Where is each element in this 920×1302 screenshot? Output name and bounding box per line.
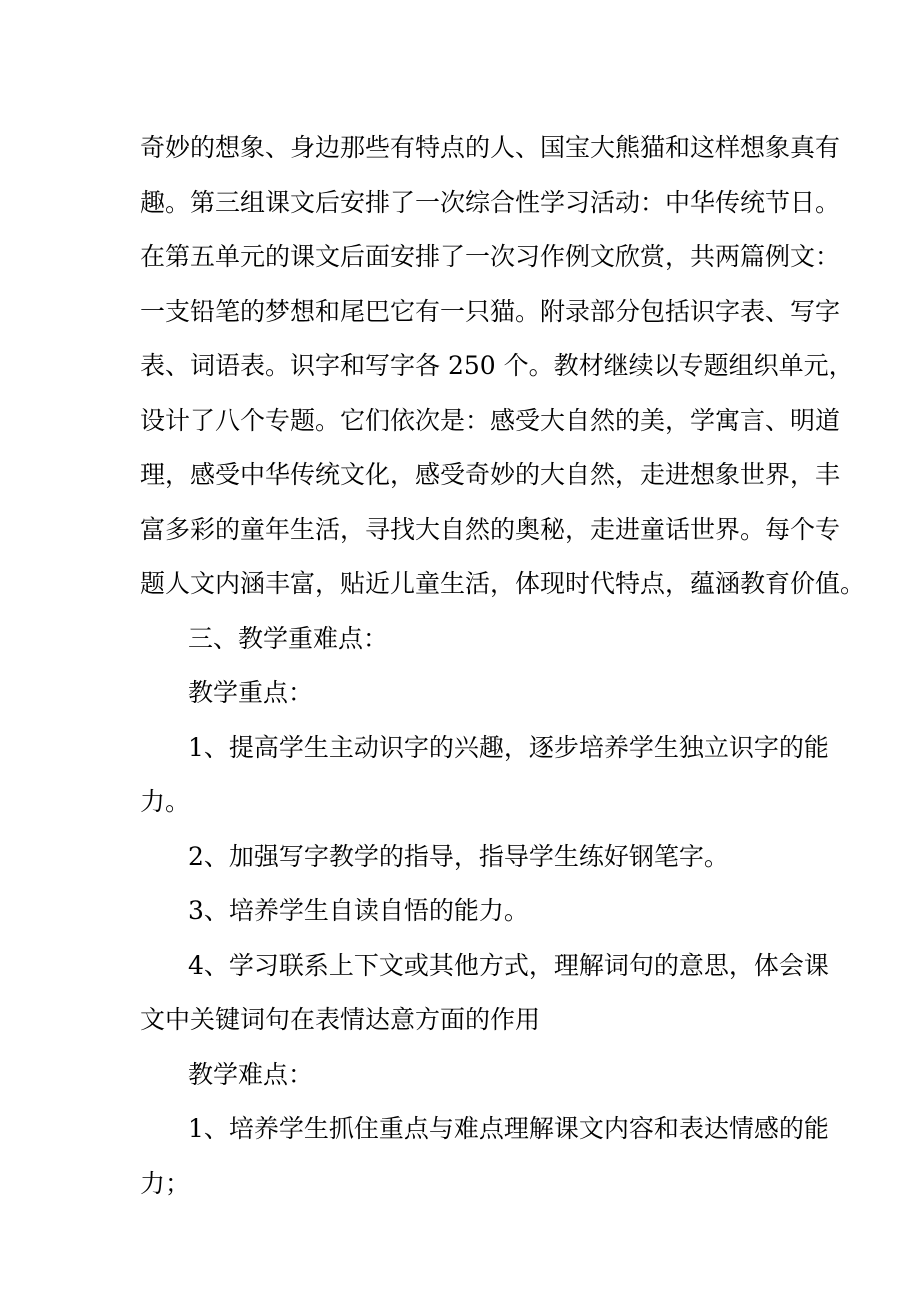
document-body xyxy=(140,121,866,1211)
text-line: 文中关键词句在表情达意方面的作用 xyxy=(140,1005,541,1034)
text-line: 理，感受中华传统文化，感受奇妙的大自然，走进想象世界，丰 xyxy=(140,460,841,489)
list-item: 3、培养学生自读自悟的能力。 xyxy=(188,896,529,925)
text-line: 设计了八个专题。它们依次是：感受大自然的美，学寓言、明道 xyxy=(140,405,841,435)
list-item: 2、加强写字教学的指导，指导学生练好钢笔字。 xyxy=(188,841,729,871)
text-line: 力。 xyxy=(140,787,191,816)
text-line: 在第五单元的课文后面安排了一次习作例文欣赏，共两篇例文： xyxy=(140,242,841,271)
subsection-heading: 教学重点： xyxy=(188,678,314,707)
list-item: 1、培养学生抓住重点与难点理解课文内容和表达情感的能 xyxy=(188,1114,829,1143)
text-line: 一支铅笔的梦想和尾巴它有一只猫。附录部分包括识字表、写字 xyxy=(140,296,841,326)
text-line: 趣。第三组课文后安排了一次综合性学习活动：中华传统节日。 xyxy=(140,187,841,217)
section-heading: 三、教学重难点： xyxy=(188,623,389,653)
list-item: 4、学习联系上下文或其他方式，理解词句的意思，体会课 xyxy=(188,950,829,980)
text-line: 奇妙的想象、身边那些有特点的人、国宝大熊猫和这样想象真有 xyxy=(140,133,841,162)
subsection-heading: 教学难点： xyxy=(188,1059,314,1089)
text-line: 表、词语表。识字和写字各 250 个。教材继续以专题组织单元， xyxy=(140,351,854,380)
text-line: 题人文内涵丰富，贴近儿童生活，体现时代特点，蕴涵教育价值。 xyxy=(140,569,866,598)
list-item: 1、提高学生主动识字的兴趣，逐步培养学生独立识字的能 xyxy=(188,732,829,762)
text-line: 富多彩的童年生活，寻找大自然的奥秘，走进童话世界。每个专 xyxy=(140,514,841,544)
text-line: 力； xyxy=(140,1168,191,1198)
